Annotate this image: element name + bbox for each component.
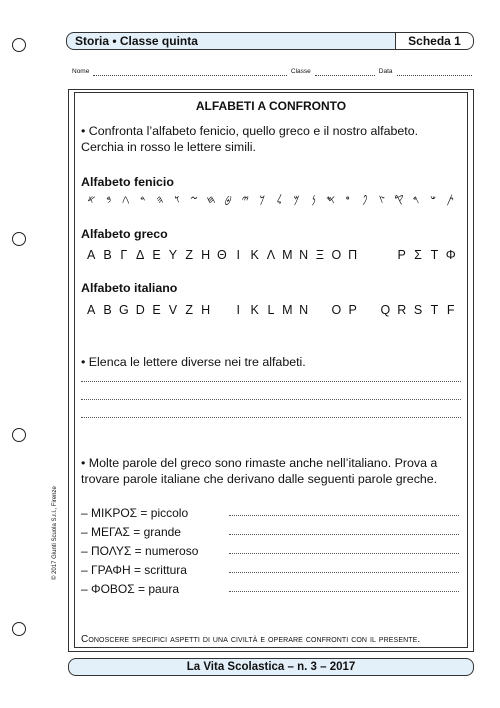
phoenician-letter[interactable]: 𐤃: [140, 193, 146, 206]
class-field[interactable]: [315, 68, 375, 76]
date-label: Data: [378, 68, 393, 75]
greek-word: – ΜΙΚΡΟΣ = piccolo: [81, 506, 189, 520]
italian-letter[interactable]: O: [331, 303, 342, 317]
italian-letter[interactable]: G: [118, 303, 129, 317]
greek-letter[interactable]: Φ: [445, 248, 456, 262]
instruction-list: • Elenca le lettere diverse nei tre alfabeti.: [81, 355, 306, 369]
class-label: Classe: [290, 68, 311, 75]
greek-word: – ΜΕΓΑΣ = grande: [81, 525, 181, 539]
binder-hole: [12, 232, 26, 246]
phoenician-letter[interactable]: 𐤅: [174, 193, 180, 206]
phoenician-letter[interactable]: 𐤉: [241, 193, 249, 206]
greek-letter[interactable]: Α: [87, 248, 96, 262]
student-info-line: [72, 68, 472, 76]
phoenician-letter[interactable]: 𐤊: [259, 193, 266, 206]
phoenician-letter[interactable]: 𐤓: [412, 193, 420, 206]
phoenician-letter[interactable]: 𐤔: [430, 193, 436, 206]
italian-letter[interactable]: [312, 303, 328, 317]
greek-letter[interactable]: Ζ: [185, 248, 194, 262]
phoenician-letter[interactable]: 𐤒: [394, 193, 404, 206]
italian-letter[interactable]: N: [299, 303, 309, 317]
italian-letter[interactable]: E: [152, 303, 161, 317]
phoenician-letter[interactable]: 𐤐: [362, 193, 368, 206]
greek-letter[interactable]: Η: [201, 248, 211, 262]
phoenician-letter[interactable]: 𐤈: [224, 193, 232, 206]
instruction-words: • Molte parole del greco sono rimaste anche nell’italiano. Prova a trovare parole italiane che derivano dalle seguenti parole greche.: [81, 456, 438, 486]
phoenician-letter[interactable]: 𐤌: [293, 193, 300, 206]
phoenician-letter[interactable]: 𐤏: [345, 193, 350, 206]
greek-letter[interactable]: Σ: [414, 248, 422, 262]
italian-letter[interactable]: B: [103, 303, 112, 317]
phoenician-label: Alfabeto fenicio: [81, 175, 174, 189]
italian-letter[interactable]: [361, 303, 377, 317]
italian-letter[interactable]: V: [168, 303, 178, 317]
word-answer-line[interactable]: [229, 507, 459, 516]
answer-line[interactable]: [81, 409, 461, 418]
copyright-note: © 2017 Giunti Scuola S.r.l., Firenze: [52, 486, 58, 580]
italian-letter[interactable]: P: [348, 303, 357, 317]
phoenician-letter[interactable]: 𐤕: [446, 193, 454, 206]
worksheet-content: [74, 92, 468, 648]
phoenician-letter[interactable]: 𐤍: [311, 193, 316, 206]
page-footer: La Vita Scolastica – n. 3 – 2017: [68, 658, 474, 676]
greek-word: – ΓΡΑΦΗ = scrittura: [81, 563, 187, 577]
worksheet-title: ALFABETI A CONFRONTO: [195, 99, 347, 113]
greek-letter[interactable]: Β: [103, 248, 112, 262]
phoenician-letter[interactable]: 𐤑: [378, 193, 386, 206]
greek-word: – ΠΟΛΥΣ = numeroso: [81, 544, 199, 558]
greek-letter[interactable]: Δ: [136, 248, 145, 262]
name-label: Nome: [72, 68, 90, 75]
word-answer-line[interactable]: [229, 526, 459, 535]
phoenician-letter[interactable]: 𐤇: [206, 193, 216, 206]
greek-letter[interactable]: Θ: [217, 248, 227, 262]
phoenician-letter[interactable]: 𐤋: [276, 193, 282, 206]
italian-label: Alfabeto italiano: [81, 281, 178, 295]
greek-letters: [83, 248, 459, 262]
italian-letter[interactable]: Z: [185, 303, 194, 317]
answer-line[interactable]: [81, 391, 461, 400]
word-answer-line[interactable]: [229, 545, 459, 554]
binder-hole: [12, 622, 26, 636]
phoenician-letter[interactable]: 𐤀: [87, 193, 96, 206]
phoenician-letters: [83, 193, 459, 207]
greek-letter[interactable]: Κ: [250, 248, 259, 262]
greek-letter[interactable]: Ν: [299, 248, 309, 262]
italian-letter[interactable]: [214, 303, 230, 317]
greek-letter[interactable]: Τ: [430, 248, 439, 262]
greek-letter[interactable]: Ξ: [315, 248, 325, 262]
italian-letter[interactable]: F: [446, 303, 455, 317]
italian-letters: [83, 303, 459, 317]
italian-letter[interactable]: D: [135, 303, 145, 317]
phoenician-letter[interactable]: 𐤁: [106, 193, 112, 206]
greek-letter[interactable]: [361, 248, 377, 262]
word-answer-line[interactable]: [229, 583, 459, 592]
binder-hole: [12, 428, 26, 442]
greek-letter[interactable]: Γ: [120, 248, 128, 262]
greek-label: Alfabeto greco: [81, 227, 168, 241]
italian-letter[interactable]: M: [282, 303, 293, 317]
page-header: [66, 32, 474, 52]
greek-letter[interactable]: Λ: [266, 248, 276, 262]
italian-letter[interactable]: T: [430, 303, 439, 317]
italian-letter[interactable]: A: [87, 303, 96, 317]
answer-line[interactable]: [81, 373, 461, 382]
name-field[interactable]: [93, 68, 287, 76]
phoenician-letter[interactable]: 𐤎: [326, 193, 336, 206]
subject-label: Storia • Classe quinta: [66, 32, 396, 50]
italian-letter[interactable]: Q: [380, 303, 391, 317]
italian-letter[interactable]: H: [201, 303, 211, 317]
instruction-compare: • Confronta l’alfabeto fenicio, quello greco e il nostro alfabeto. Cerchia in rosso le lettere simili.: [81, 124, 419, 154]
word-answer-line[interactable]: [229, 564, 459, 573]
phoenician-letter[interactable]: 𐤆: [190, 193, 198, 206]
italian-letter[interactable]: R: [397, 303, 407, 317]
greek-letter[interactable]: Ρ: [397, 248, 406, 262]
phoenician-letter[interactable]: 𐤄: [156, 193, 164, 206]
italian-letter[interactable]: K: [250, 303, 259, 317]
sheet-number: Scheda 1: [396, 32, 474, 50]
italian-letter[interactable]: S: [413, 303, 423, 317]
binder-hole: [12, 38, 26, 52]
greek-letter[interactable]: Υ: [168, 248, 178, 262]
italian-letter[interactable]: I: [236, 303, 240, 317]
greek-letter[interactable]: Ο: [331, 248, 342, 262]
phoenician-letter[interactable]: 𐤂: [121, 193, 130, 206]
greek-letter[interactable]: Π: [348, 248, 358, 262]
greek-word: – ΦΟΒΟΣ = paura: [81, 582, 180, 596]
greek-letter[interactable]: Μ: [282, 248, 293, 262]
greek-letter[interactable]: [377, 248, 393, 262]
date-field[interactable]: [397, 68, 472, 76]
greek-letter[interactable]: Ι: [236, 248, 240, 262]
learning-objective: Conoscere specifici aspetti di una civiltà e operare confronti con il presente.: [81, 634, 421, 645]
greek-letter[interactable]: Ε: [152, 248, 161, 262]
italian-letter[interactable]: L: [267, 303, 275, 317]
